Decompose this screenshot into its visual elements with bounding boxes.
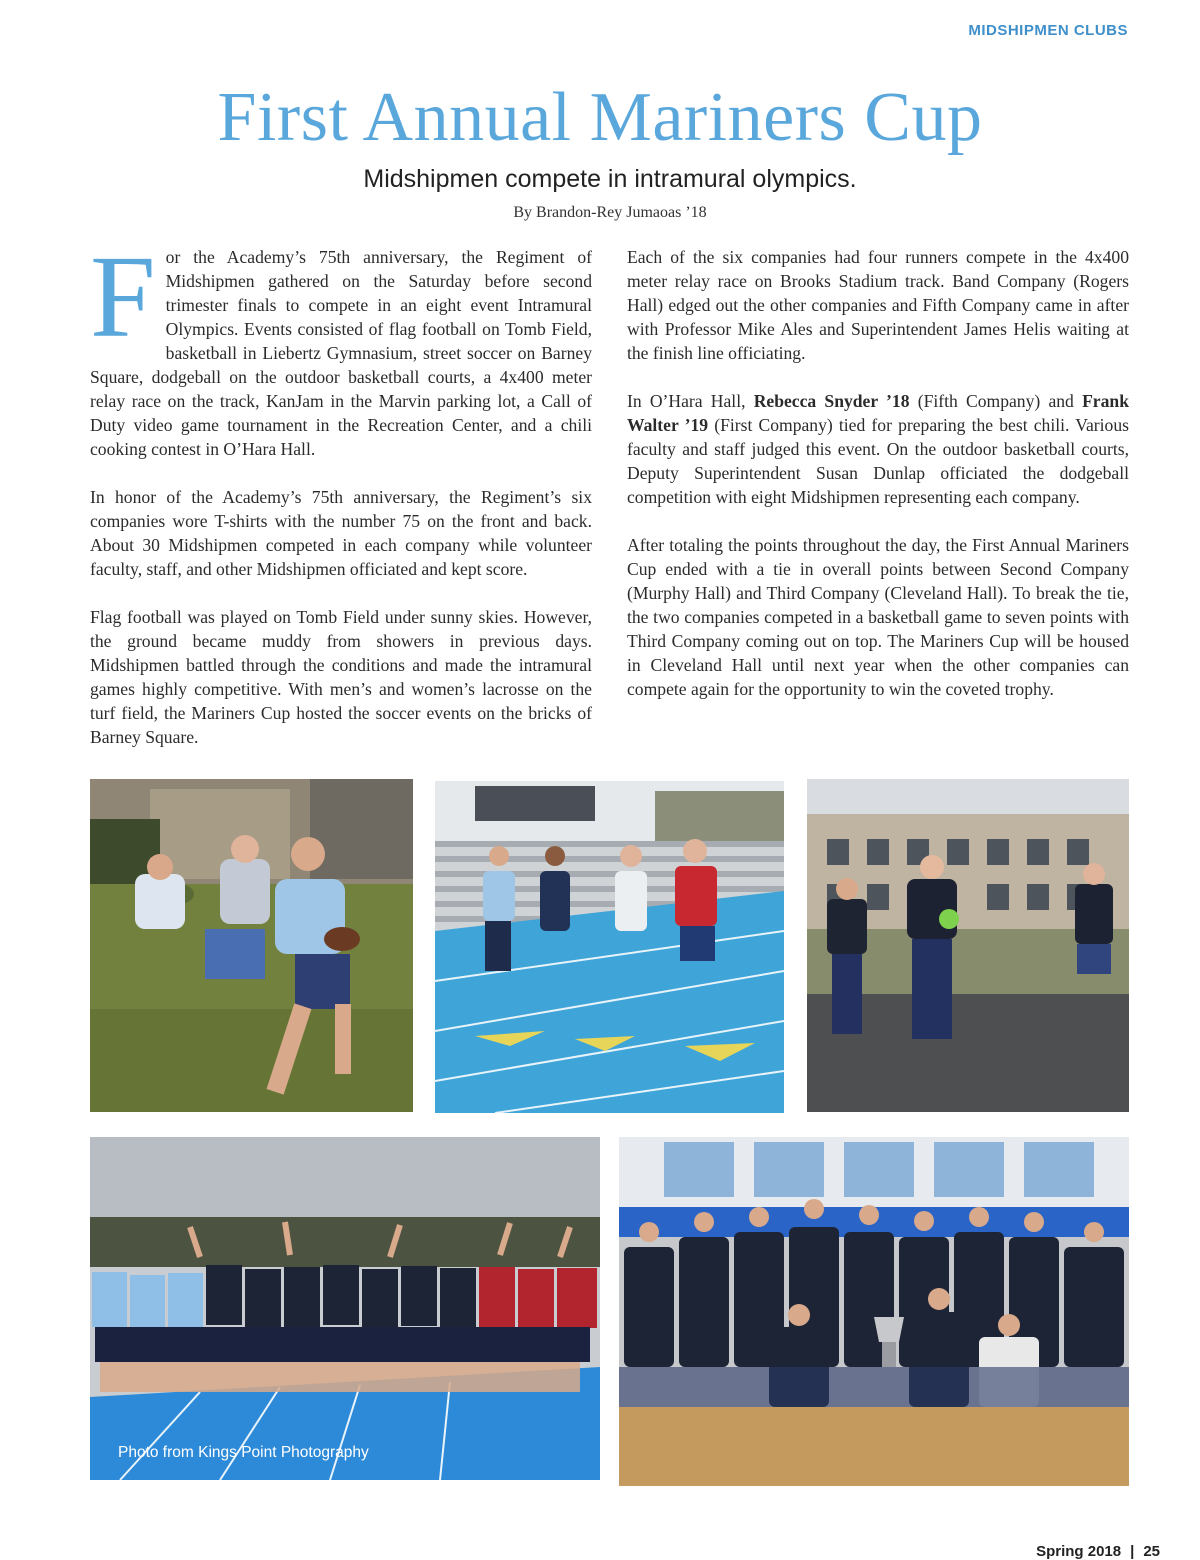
photo-team-gym-trophy [619, 1137, 1129, 1486]
paragraph-1-text: or the Academy’s 75th anniversary, the Regiment of Midshipmen gathered on the Saturday before second trimester finals to compete in an eight event Intramural Olympics. Events consisted of flag football on Tomb Field, basketball in Liebertz Gymnasium, street soccer on Barney Square, dodgeball on the outdoor basketball courts, a 4x400 meter relay race on the track, KanJam in the Marvin parking lot, a Call of Duty video game tournament in the Recreation Center, and a chili cooking contest in O’Hara Hall. [90, 247, 592, 459]
photo-relay-track [435, 781, 784, 1113]
paragraph-1 [90, 231, 592, 461]
paragraph-2: In honor of the Academy’s 75th anniversary, the Regiment’s six companies wore T-shirts with the number 75 on the front and back. About 30 Midshipmen competed in each company while volunteer faculty, staff, and other Midshipmen officiated and kept score. [90, 487, 592, 579]
drop-cap: F [90, 231, 156, 362]
footer-separator: | [1130, 1543, 1135, 1560]
photo-flag-football [90, 779, 413, 1112]
name-frank-walter: Frank Walter ’19 [627, 391, 1129, 435]
paragraph-5-text-b: (Fifth Company) and [909, 391, 1083, 411]
page-footer [1036, 1543, 1160, 1560]
photo-teams-track [90, 1137, 600, 1480]
article-column-left [90, 231, 592, 773]
photo-credit: Photo from Kings Point Photography [118, 1444, 369, 1461]
article-column-right [627, 245, 1129, 725]
paragraph-6: After totaling the points throughout the day, the First Annual Mariners Cup ended with a tie in overall points between Second Company (Murphy Hall) and Third Company (Cleveland Hall). To break the tie, the two companies competed in a basketball game to seven points with Third Company coming out on top. The Mariners Cup will be housed in Cleveland Hall until next year when the other companies can compete again for the opportunity to win the coveted trophy. [627, 535, 1129, 699]
article-byline: By Brandon-Rey Jumaoas ’18 [513, 204, 707, 221]
article-title: First Annual Mariners Cup [217, 79, 983, 156]
paragraph-4: Each of the six companies had four runners compete in the 4x400 meter relay race on Brooks Stadium track. Band Company (Rogers Hall) edged out the other companies and Fifth Company came in after with Professor Mike Ales and Superintendent James Helis waiting at the finish line officiating. [627, 247, 1129, 363]
article-subtitle: Midshipmen compete in intramural olympics. [363, 165, 857, 193]
paragraph-5-text-c: (First Company) tied for preparing the best chili. Various faculty and staff judged this event. On the outdoor basketball courts, Deputy Superintendent Susan Dunlap officiated the dodgeball competition with eight Midshipmen representing each company. [627, 415, 1129, 507]
paragraph-5 [627, 389, 1129, 509]
page-number: 25 [1143, 1543, 1160, 1560]
paragraph-3: Flag football was played on Tomb Field under sunny skies. However, the ground became muddy from showers in previous days. Midshipmen battled through the conditions and made the intramural games highly competitive. With men’s and women’s lacrosse on the turf field, the Mariners Cup hosted the soccer events on the bricks of Barney Square. [90, 607, 592, 747]
paragraph-5-text-a: In O’Hara Hall, [627, 391, 754, 411]
issue-label: Spring 2018 [1036, 1543, 1122, 1560]
name-rebecca-snyder: Rebecca Snyder ’18 [753, 391, 910, 411]
section-label: MIDSHIPMEN CLUBS [968, 22, 1128, 39]
photo-dodgeball [807, 779, 1129, 1112]
